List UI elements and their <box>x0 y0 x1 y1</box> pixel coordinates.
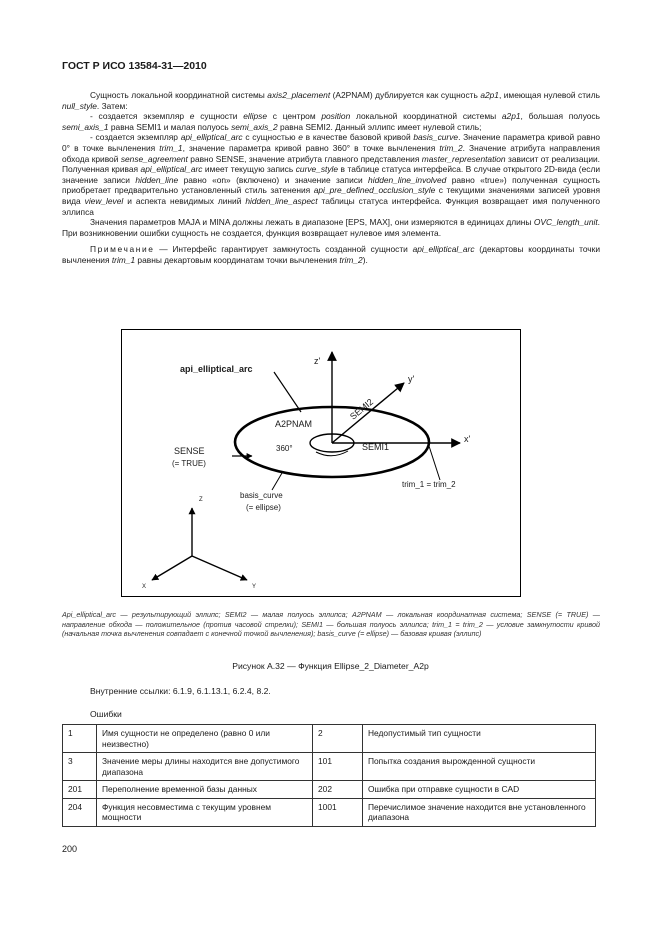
body-text <box>62 90 600 266</box>
error-text: Ошибка при отправке сущности в CAD <box>363 781 596 799</box>
error-code: 201 <box>63 781 97 799</box>
error-code: 204 <box>63 798 97 826</box>
error-code: 1001 <box>313 798 363 826</box>
small-y-axis <box>192 556 247 580</box>
note-paragraph: Примечание — Интерфейс гарантирует замкнутость созданной сущности api_elliptical_arc (декартовы координаты точки вычленения trim_1 равны декартовым координатам точки вычленения trim_2). <box>62 244 600 265</box>
x-prime-label: x' <box>464 434 471 444</box>
basis-leader <box>272 473 282 490</box>
error-code: 3 <box>63 753 97 781</box>
semi1-label: SEMI1 <box>362 442 390 452</box>
error-code: 202 <box>313 781 363 799</box>
error-text: Попытка создания вырожденной сущности <box>363 753 596 781</box>
table-row <box>63 753 596 781</box>
trim-label: trim_1 = trim_2 <box>402 480 456 489</box>
table-row <box>63 781 596 799</box>
z-prime-label: z' <box>314 356 321 366</box>
ellipse-figure <box>121 329 521 597</box>
sense-true-label: (= TRUE) <box>172 459 206 468</box>
sense-label: SENSE <box>174 446 205 456</box>
internal-references: Внутренние ссылки: 6.1.9, 6.1.13.1, 6.2.4, 8.2. <box>90 686 271 696</box>
note-label: Примечание <box>90 244 155 255</box>
error-text: Недопустимый тип сущности <box>363 725 596 753</box>
paragraph-1: Сущность локальной координатной системы axis2_placement (A2PNAM) дублируется как сущность a2p1, имеющая нулевой стиль null_style. Затем: <box>62 90 600 111</box>
error-code: 2 <box>313 725 363 753</box>
basis-curve-label: basis_curve <box>240 491 283 500</box>
paragraph-2: - создается экземпляр e сущности ellipse с центром position локальной координатной системы a2p1, большая полуось semi_axis_1 равна SEMI1 и малая полуось semi_axis_2 равна SEMI2. Данный эллипс имеет нулевой стиль; <box>62 111 600 132</box>
error-text: Функция несовместима с текущим уровнем мощности <box>97 798 313 826</box>
api-arc-leader <box>274 372 301 412</box>
y-prime-label: y' <box>408 374 415 384</box>
error-text: Перечислимое значение находится вне установленного диапазона <box>363 798 596 826</box>
eq-ellipse-label: (= ellipse) <box>246 503 281 512</box>
paragraph-4: Значения параметров MAJA и MINA должны лежать в диапазоне [EPS, MAX], они измеряются в единицах длины OVC_length_unit. При возникновении ошибки сущность не создается, функция возвращает нулевое имя элемента. <box>62 217 600 238</box>
document-header: ГОСТ Р ИСО 13584-31—2010 <box>62 60 207 72</box>
small-y-label: Y <box>252 584 257 590</box>
trim-leader <box>429 446 440 480</box>
small-x-axis <box>152 556 192 580</box>
figure-title: Рисунок А.32 — Функция Ellipse_2_Diameter_A2p <box>232 661 429 671</box>
errors-table <box>62 724 596 827</box>
deg360-label: 360° <box>276 444 293 453</box>
api-arc-label: api_elliptical_arc <box>180 364 253 374</box>
error-code: 1 <box>63 725 97 753</box>
table-row <box>63 725 596 753</box>
error-text: Имя сущности не определено (равно 0 или неизвестно) <box>97 725 313 753</box>
errors-title: Ошибки <box>90 709 122 719</box>
table-row <box>63 798 596 826</box>
error-text: Переполнение временной базы данных <box>97 781 313 799</box>
figure-legend: Api_elliptical_arc — результирующий эллипс; SEMI2 — малая полуось эллипса; A2PNAM — локальная координатная система; SENSE (= TRUE) — направление обхода — положительное (против часовой стрелки); SEMI1 — большая полуось эллипса; trim_1 = trim_2 — условие замкнутости кривой (начальная точка вычленения совпадает с конечной точкой вычленения); basis_curve (= ellipse) — базовая кривая (эллипс) <box>62 610 600 639</box>
small-x-label: X <box>142 584 147 590</box>
error-text: Значение меры длины находится вне допустимого диапазона <box>97 753 313 781</box>
error-code: 101 <box>313 753 363 781</box>
paragraph-3: - создается экземпляр api_elliptical_arc с сущностью e в качестве базовой кривой basis_curve. Значение параметра кривой равно 0° в точке вычленения trim_1, значение параметра кривой равно 360° в точке вычленения trim_2. Значение атрибута направления обхода кривой sense_agreement равно SENSE, значение атрибута главного представления master_representation зависит от реализации. Полученная кривая api_elliptical_arc имеет текущую запись curve_style в таблице статуса интерфейса. В случае открытого 2D-вида (если значение записи hidden_line равно «on» (включено) и значение записи hidden_line_involved равно «true») полученная сущность приобретает предварительно установленный стиль затенения api_pre_defined_occlusion_style с текущими значениями записей уровня вида view_level и аспекта невидимых линий hidden_line_aspect таблицы статуса интерфейса. Функция возвращает имя полученного эллипса <box>62 132 601 217</box>
y-axis <box>332 383 404 443</box>
a2pnam-label: A2PNAM <box>275 419 313 429</box>
semi2-label: SEMI2 <box>348 396 376 422</box>
small-z-label: Z <box>199 497 203 503</box>
page-number: 200 <box>62 844 78 854</box>
